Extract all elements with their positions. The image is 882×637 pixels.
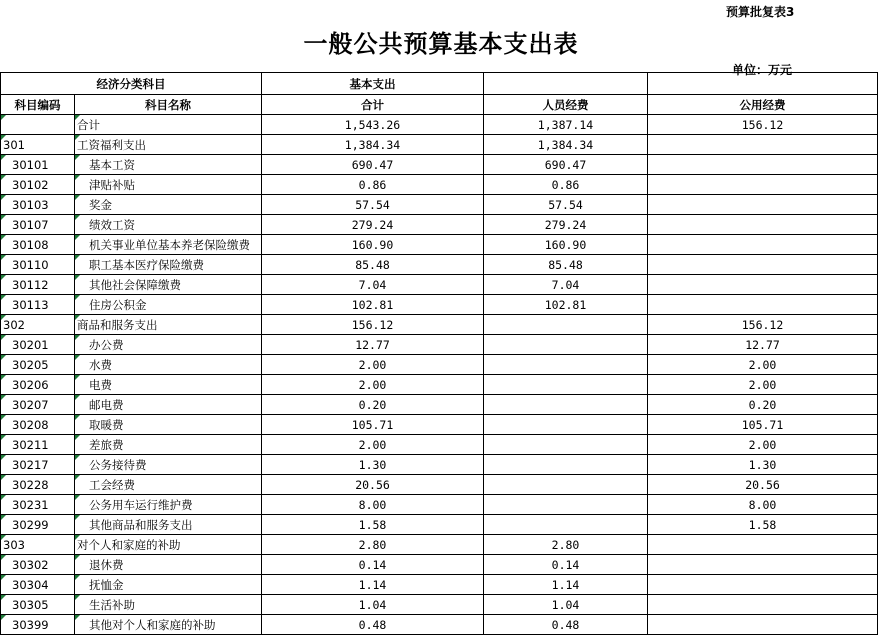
table-row [1,115,878,135]
cell-total[interactable]: 1,543.26 [262,115,484,135]
cell-name[interactable]: 公务接待费 [75,455,262,475]
cell-public[interactable]: 12.77 [648,335,878,355]
cell-personnel[interactable] [484,335,648,355]
cell-total[interactable]: 105.71 [262,415,484,435]
cell-marker-icon [1,555,6,560]
cell-public[interactable] [648,215,878,235]
cell-personnel[interactable] [484,455,648,475]
document-code: 预算批复表3 [726,5,795,19]
cell-marker-icon [75,255,80,260]
cell-marker-icon [1,115,6,120]
cell-name[interactable]: 电费 [75,375,262,395]
cell-marker-icon [75,275,80,280]
cell-total[interactable]: 7.04 [262,275,484,295]
cell-marker-icon [1,275,6,280]
cell-public[interactable]: 2.00 [648,355,878,375]
cell-personnel[interactable]: 1.14 [484,575,648,595]
cell-total[interactable]: 0.14 [262,555,484,575]
table-row [1,595,878,615]
cell-public[interactable] [648,535,878,555]
cell-code[interactable]: 30399 [1,615,75,635]
cell-personnel[interactable] [484,315,648,335]
cell-personnel[interactable]: 1,384.34 [484,135,648,155]
cell-name[interactable]: 差旅费 [75,435,262,455]
cell-marker-icon [75,115,80,120]
cell-public[interactable] [648,195,878,215]
cell-name[interactable]: 其他社会保障缴费 [75,275,262,295]
cell-code[interactable]: 30205 [1,355,75,375]
table-row [1,195,878,215]
cell-total[interactable]: 1.30 [262,455,484,475]
cell-marker-icon [75,415,80,420]
cell-total[interactable]: 156.12 [262,315,484,335]
cell-public[interactable]: 20.56 [648,475,878,495]
table-row [1,495,878,515]
cell-code[interactable]: 30217 [1,455,75,475]
cell-marker-icon [1,195,6,200]
cell-public[interactable] [648,135,878,155]
cell-public[interactable] [648,555,878,575]
table-row [1,275,878,295]
cell-marker-icon [1,455,6,460]
cell-personnel[interactable] [484,515,648,535]
cell-public[interactable]: 105.71 [648,415,878,435]
cell-public[interactable] [648,575,878,595]
cell-total[interactable]: 0.20 [262,395,484,415]
table-row [1,615,878,635]
cell-name[interactable]: 抚恤金 [75,575,262,595]
cell-marker-icon [1,375,6,380]
cell-name[interactable]: 商品和服务支出 [75,315,262,335]
table-row [1,535,878,555]
cell-name[interactable]: 机关事业单位基本养老保险缴费 [75,235,262,255]
cell-public[interactable] [648,595,878,615]
cell-code[interactable]: 30107 [1,215,75,235]
cell-marker-icon [1,495,6,500]
cell-marker-icon [75,215,80,220]
cell-total[interactable]: 12.77 [262,335,484,355]
cell-marker-icon [1,235,6,240]
cell-total[interactable]: 8.00 [262,495,484,515]
cell-marker-icon [75,235,80,240]
cell-marker-icon [1,615,6,620]
cell-name[interactable]: 水费 [75,355,262,375]
header-empty-1 [484,73,648,95]
cell-code[interactable]: 302 [1,315,75,335]
cell-total[interactable]: 1.14 [262,575,484,595]
header-basic-expenditure: 基本支出 [262,73,484,95]
cell-code[interactable] [1,115,75,135]
table-row [1,435,878,455]
cell-code[interactable]: 30201 [1,335,75,355]
cell-total[interactable]: 57.54 [262,195,484,215]
cell-name[interactable]: 奖金 [75,195,262,215]
cell-personnel[interactable] [484,395,648,415]
cell-marker-icon [75,535,80,540]
cell-total[interactable]: 102.81 [262,295,484,315]
table-row [1,235,878,255]
header-public: 公用经费 [648,95,878,115]
cell-personnel[interactable] [484,435,648,455]
cell-marker-icon [1,335,6,340]
cell-code[interactable]: 30304 [1,575,75,595]
cell-total[interactable]: 2.00 [262,375,484,395]
cell-total[interactable]: 1,384.34 [262,135,484,155]
cell-marker-icon [1,475,6,480]
header-row-2 [1,95,878,115]
cell-marker-icon [75,295,80,300]
table-row [1,255,878,275]
cell-code[interactable]: 30101 [1,155,75,175]
header-total: 合计 [262,95,484,115]
cell-marker-icon [75,375,80,380]
cell-name[interactable]: 工会经费 [75,475,262,495]
cell-total[interactable]: 1.04 [262,595,484,615]
header-name: 科目名称 [75,95,262,115]
cell-public[interactable] [648,255,878,275]
header-row-1 [1,73,878,95]
cell-name[interactable]: 公务用车运行维护费 [75,495,262,515]
cell-code[interactable]: 30103 [1,195,75,215]
table-row [1,355,878,375]
cell-code[interactable]: 30108 [1,235,75,255]
cell-public[interactable] [648,175,878,195]
cell-code[interactable]: 30302 [1,555,75,575]
cell-personnel[interactable]: 0.86 [484,175,648,195]
cell-total[interactable]: 2.80 [262,535,484,555]
cell-name[interactable]: 对个人和家庭的补助 [75,535,262,555]
cell-code[interactable]: 30110 [1,255,75,275]
cell-marker-icon [75,475,80,480]
cell-marker-icon [75,495,80,500]
header-personnel: 人员经费 [484,95,648,115]
cell-marker-icon [1,215,6,220]
cell-total[interactable]: 2.00 [262,435,484,455]
table-row [1,295,878,315]
cell-code[interactable]: 30305 [1,595,75,615]
table-row [1,395,878,415]
table-row [1,515,878,535]
cell-public[interactable] [648,155,878,175]
cell-name[interactable]: 职工基本医疗保险缴费 [75,255,262,275]
cell-marker-icon [75,435,80,440]
cell-personnel[interactable] [484,415,648,435]
cell-public[interactable]: 2.00 [648,435,878,455]
cell-marker-icon [1,395,6,400]
cell-code[interactable]: 30113 [1,295,75,315]
cell-public[interactable]: 1.30 [648,455,878,475]
cell-name[interactable]: 其他商品和服务支出 [75,515,262,535]
cell-public[interactable] [648,295,878,315]
cell-marker-icon [75,575,80,580]
cell-public[interactable]: 0.20 [648,395,878,415]
cell-name[interactable]: 邮电费 [75,395,262,415]
cell-marker-icon [75,335,80,340]
cell-marker-icon [75,395,80,400]
cell-total[interactable]: 0.48 [262,615,484,635]
cell-total[interactable]: 20.56 [262,475,484,495]
cell-marker-icon [1,575,6,580]
cell-personnel[interactable]: 57.54 [484,195,648,215]
cell-name[interactable]: 其他对个人和家庭的补助 [75,615,262,635]
cell-total[interactable]: 1.58 [262,515,484,535]
cell-marker-icon [1,515,6,520]
cell-personnel[interactable]: 102.81 [484,295,648,315]
cell-total[interactable]: 279.24 [262,215,484,235]
table-row [1,415,878,435]
cell-name[interactable]: 取暖费 [75,415,262,435]
cell-marker-icon [75,555,80,560]
cell-code[interactable]: 30299 [1,515,75,535]
cell-public[interactable]: 156.12 [648,315,878,335]
table-row [1,455,878,475]
cell-name[interactable]: 住房公积金 [75,295,262,315]
cell-marker-icon [75,155,80,160]
cell-marker-icon [1,595,6,600]
table-row [1,215,878,235]
cell-marker-icon [1,135,6,140]
cell-code[interactable]: 30208 [1,415,75,435]
cell-marker-icon [75,355,80,360]
cell-personnel[interactable]: 0.14 [484,555,648,575]
cell-name[interactable]: 工资福利支出 [75,135,262,155]
table-row [1,175,878,195]
cell-public[interactable] [648,275,878,295]
cell-total[interactable]: 2.00 [262,355,484,375]
cell-marker-icon [75,455,80,460]
cell-code[interactable]: 30206 [1,375,75,395]
cell-marker-icon [1,175,6,180]
table-row [1,135,878,155]
cell-personnel[interactable]: 85.48 [484,255,648,275]
cell-public[interactable]: 156.12 [648,115,878,135]
cell-code[interactable]: 30231 [1,495,75,515]
cell-name[interactable]: 基本工资 [75,155,262,175]
cell-total[interactable]: 160.90 [262,235,484,255]
cell-name[interactable]: 合计 [75,115,262,135]
cell-personnel[interactable] [484,495,648,515]
cell-name[interactable]: 津贴补贴 [75,175,262,195]
cell-code[interactable]: 30207 [1,395,75,415]
cell-marker-icon [75,595,80,600]
header-empty-2 [648,73,878,95]
header-economic-category: 经济分类科目 [1,73,262,95]
cell-marker-icon [1,415,6,420]
cell-personnel[interactable]: 2.80 [484,535,648,555]
cell-marker-icon [1,295,6,300]
cell-code[interactable]: 30102 [1,175,75,195]
cell-marker-icon [1,315,6,320]
cell-marker-icon [75,195,80,200]
cell-personnel[interactable]: 279.24 [484,215,648,235]
cell-code[interactable]: 301 [1,135,75,155]
budget-table [0,72,878,635]
cell-personnel[interactable]: 1.04 [484,595,648,615]
table-row [1,155,878,175]
cell-total[interactable]: 85.48 [262,255,484,275]
cell-public[interactable] [648,615,878,635]
cell-code[interactable]: 30228 [1,475,75,495]
cell-code[interactable]: 30211 [1,435,75,455]
cell-name[interactable]: 绩效工资 [75,215,262,235]
table-row [1,315,878,335]
table-row [1,555,878,575]
cell-public[interactable] [648,235,878,255]
cell-name[interactable]: 办公费 [75,335,262,355]
cell-marker-icon [1,355,6,360]
cell-marker-icon [1,155,6,160]
cell-public[interactable]: 2.00 [648,375,878,395]
cell-marker-icon [75,135,80,140]
cell-personnel[interactable] [484,355,648,375]
cell-marker-icon [1,535,6,540]
cell-personnel[interactable]: 7.04 [484,275,648,295]
cell-public[interactable]: 8.00 [648,495,878,515]
cell-marker-icon [75,615,80,620]
cell-name[interactable]: 生活补助 [75,595,262,615]
cell-marker-icon [1,435,6,440]
cell-personnel[interactable] [484,475,648,495]
cell-code[interactable]: 303 [1,535,75,555]
table-row [1,475,878,495]
cell-marker-icon [75,315,80,320]
cell-name[interactable]: 退休费 [75,555,262,575]
cell-code[interactable]: 30112 [1,275,75,295]
page-title: 一般公共预算基本支出表 [303,29,579,58]
cell-marker-icon [75,515,80,520]
cell-public[interactable]: 1.58 [648,515,878,535]
cell-personnel[interactable]: 160.90 [484,235,648,255]
cell-personnel[interactable] [484,375,648,395]
table-row [1,375,878,395]
table-row [1,575,878,595]
unit-label: 单位：万元 [732,63,793,77]
cell-total[interactable]: 0.86 [262,175,484,195]
cell-personnel[interactable]: 690.47 [484,155,648,175]
cell-marker-icon [75,175,80,180]
cell-marker-icon [1,255,6,260]
cell-total[interactable]: 690.47 [262,155,484,175]
header-code: 科目编码 [1,95,75,115]
cell-personnel[interactable]: 0.48 [484,615,648,635]
cell-personnel[interactable]: 1,387.14 [484,115,648,135]
table-row [1,335,878,355]
